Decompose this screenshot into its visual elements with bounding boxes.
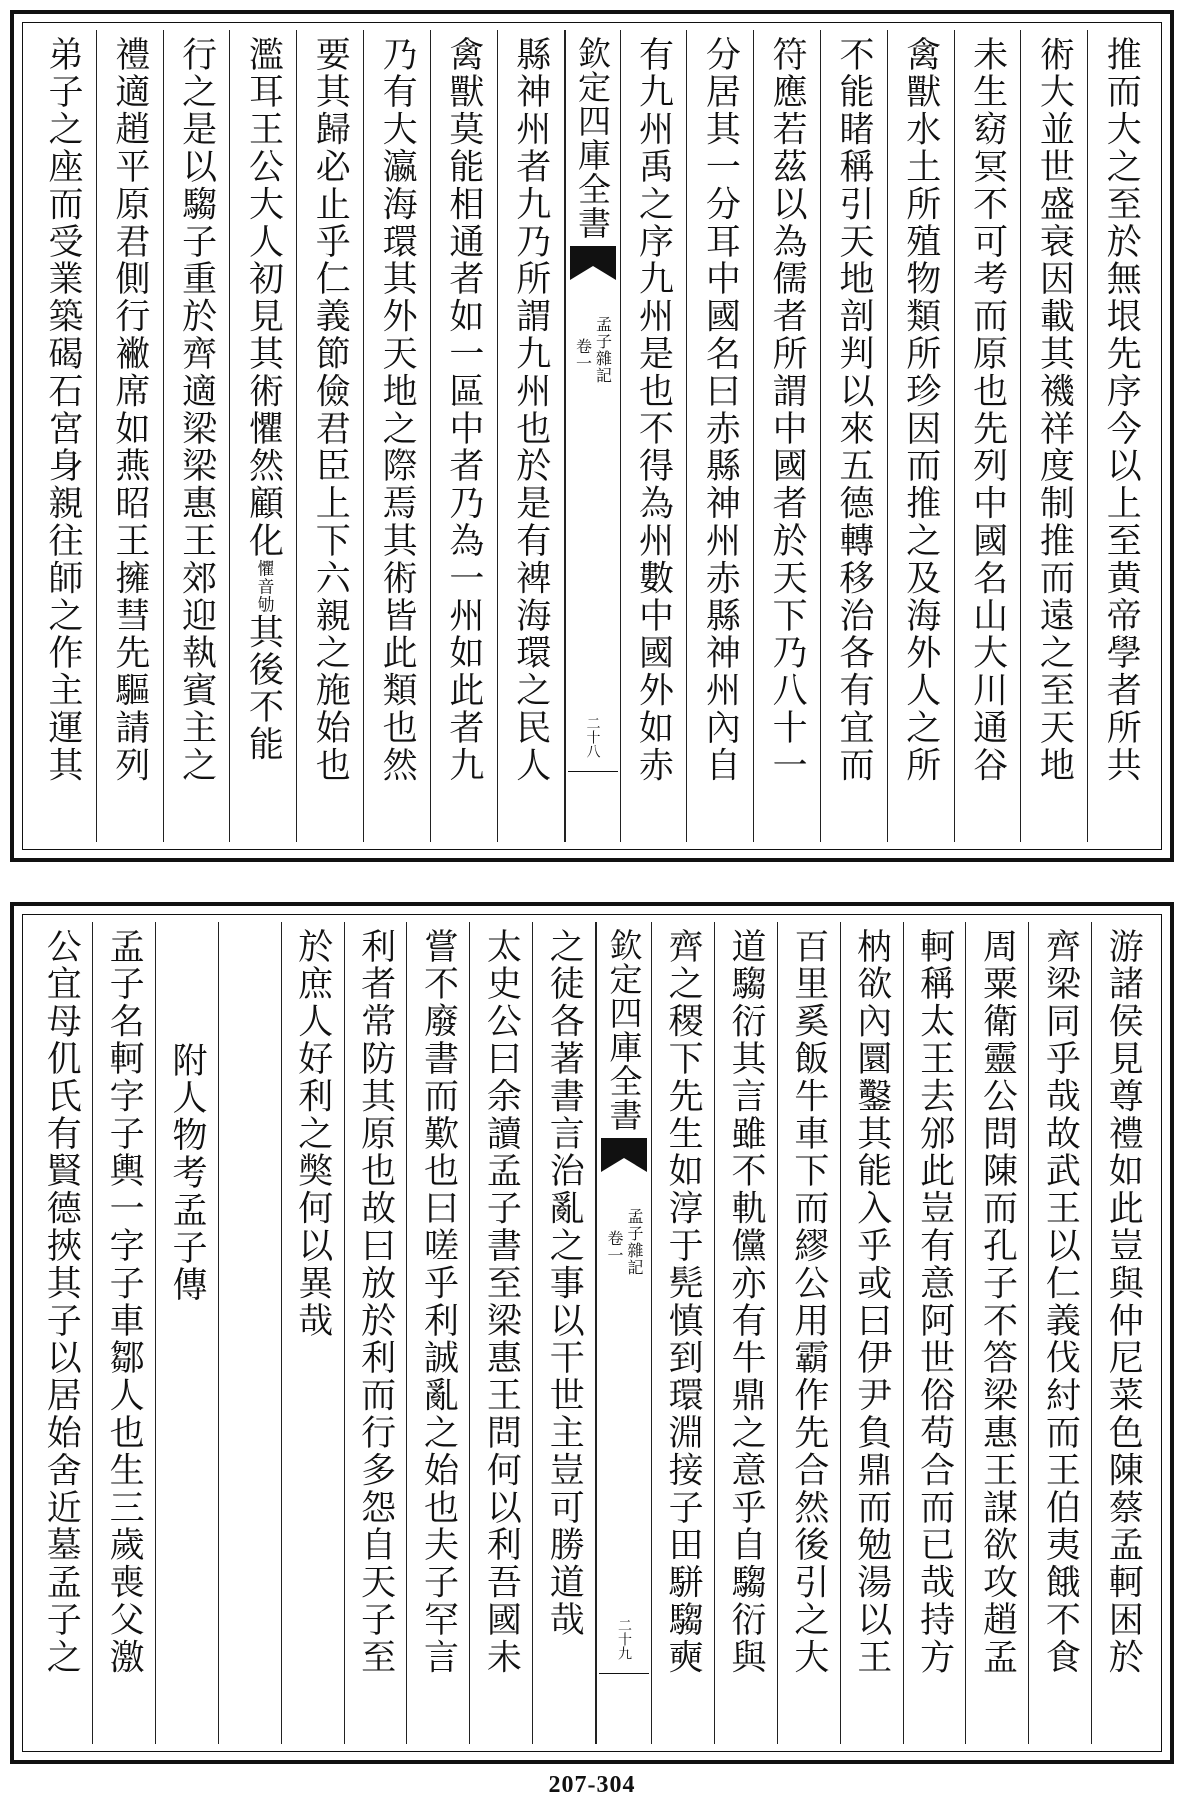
text-column: 未生窈冥不可考而原也先列中國名山大川通谷	[955, 30, 1022, 842]
page-footer-code: 207-304	[548, 1772, 636, 1798]
text-column-with-note: 濫耳王公大人初見其術懼然顧化懼音劬其後不能	[230, 30, 297, 842]
text-column: 縣神州者九乃所謂九州也於是有裨海環之民人	[498, 30, 565, 842]
book-title: 孟子雜記	[625, 1208, 644, 1276]
center-rule	[599, 1673, 649, 1674]
text-column: 術大並世盛衰因載其禨祥度制推而遠之至天地	[1021, 30, 1088, 842]
page-top	[10, 10, 1174, 862]
text-column: 游諸侯見尊禮如此豈與仲尼菜色陳蔡孟軻困於	[1103, 928, 1144, 1676]
text-column: 齊之稷下先生如淳于髡慎到環淵接子田駢騶奭	[652, 922, 715, 1744]
text-column: 太史公曰余讀孟子書至梁惠王問何以利吾國未	[470, 922, 533, 1744]
center-fold	[596, 922, 652, 1744]
text-column: 符應若茲以為儒者所謂中國者於天下乃八十一	[754, 30, 821, 842]
text-column: 周粟衛靈公問陳而孔子不答梁惠王謀欲攻趙孟	[966, 922, 1029, 1744]
columns-bottom	[30, 922, 1154, 1744]
text-column-empty	[219, 922, 282, 1744]
text-column: 齊梁同乎哉故武王以仁義伐紂而王伯夷餓不食	[1029, 922, 1092, 1744]
text-column: 嘗不廢書而歎也曰嗟乎利誠亂之始也夫子罕言	[407, 922, 470, 1744]
text-column: 不能睹稱引天地剖判以來五德轉移治各有宜而	[821, 30, 888, 842]
folio-number: 二十八	[584, 716, 601, 758]
text-column: 孟子名軻字子輿一字子車鄒人也生三歲喪父激	[93, 922, 156, 1744]
text-column: 枘欲內圜鑿其能入乎或曰伊尹負鼎而勉湯以王	[841, 922, 904, 1744]
text-column: 之徒各著書言治亂之事以干世主豈可勝道哉	[533, 922, 596, 1744]
interlinear-note: 懼音劬	[253, 559, 274, 614]
text-column: 分居其一分耳中國名曰赤縣神州赤縣神州內自	[687, 30, 754, 842]
text-column: 禮適趙平原君側行襒席如燕昭王擁彗先驅請列	[97, 30, 164, 842]
fishtail-mark-icon	[601, 1138, 647, 1172]
text-column: 乃有大瀛海環其外天地之際焉其術皆此類也然	[364, 30, 431, 842]
text-column: 軻稱太王去邠此豈有意阿世俗苟合而已哉持方	[904, 922, 967, 1744]
columns-top	[30, 30, 1154, 842]
text-column: 要其歸必止乎仁義節儉君臣上下六親之施始也	[297, 30, 364, 842]
text-column: 推而大之至於無垠先序今以上至黄帝學者所共	[1101, 36, 1142, 784]
text-column: 行之是以騶子重於齊適梁梁惠王郊迎執賓主之	[164, 30, 231, 842]
text-column: 利者常防其原也故曰放於利而行多怨自天子至	[345, 922, 408, 1744]
text-column: 公宜母仉氏有賢德挾其子以居始舍近墓孟子之	[30, 922, 93, 1744]
volume-label: 卷一	[573, 338, 593, 372]
center-fold	[565, 30, 621, 842]
text-column: 道騶衍其言雖不軌儻亦有牛鼎之意乎自騶衍與	[715, 922, 778, 1744]
text-column: 弟子之座而受業築碣石宮身親往師之作主運其	[30, 30, 97, 842]
text-column-heading: 附人物考孟子傳	[156, 922, 219, 1744]
text-column: 禽獸水土所殖物類所珍因而推之及海外人之所	[888, 30, 955, 842]
volume-label: 卷一	[605, 1230, 624, 1264]
page-bottom	[10, 902, 1174, 1764]
book-title: 孟子雜記	[593, 316, 613, 384]
text-column: 百里奚飯牛車下而繆公用霸作先合然後引之大	[778, 922, 841, 1744]
text-column: 於庶人好利之獘何以異哉	[282, 922, 345, 1744]
fishtail-mark-icon	[570, 246, 616, 280]
header-title: 欽定四庫全書	[573, 36, 612, 240]
folio-number: 二十九	[616, 1618, 632, 1660]
header-title: 欽定四庫全書	[604, 928, 644, 1132]
text-column: 禽獸莫能相通者如一區中者乃為一州如此者九	[431, 30, 498, 842]
text-column: 有九州禹之序九州是也不得為州數中國外如赤	[621, 30, 688, 842]
center-rule	[568, 771, 618, 772]
